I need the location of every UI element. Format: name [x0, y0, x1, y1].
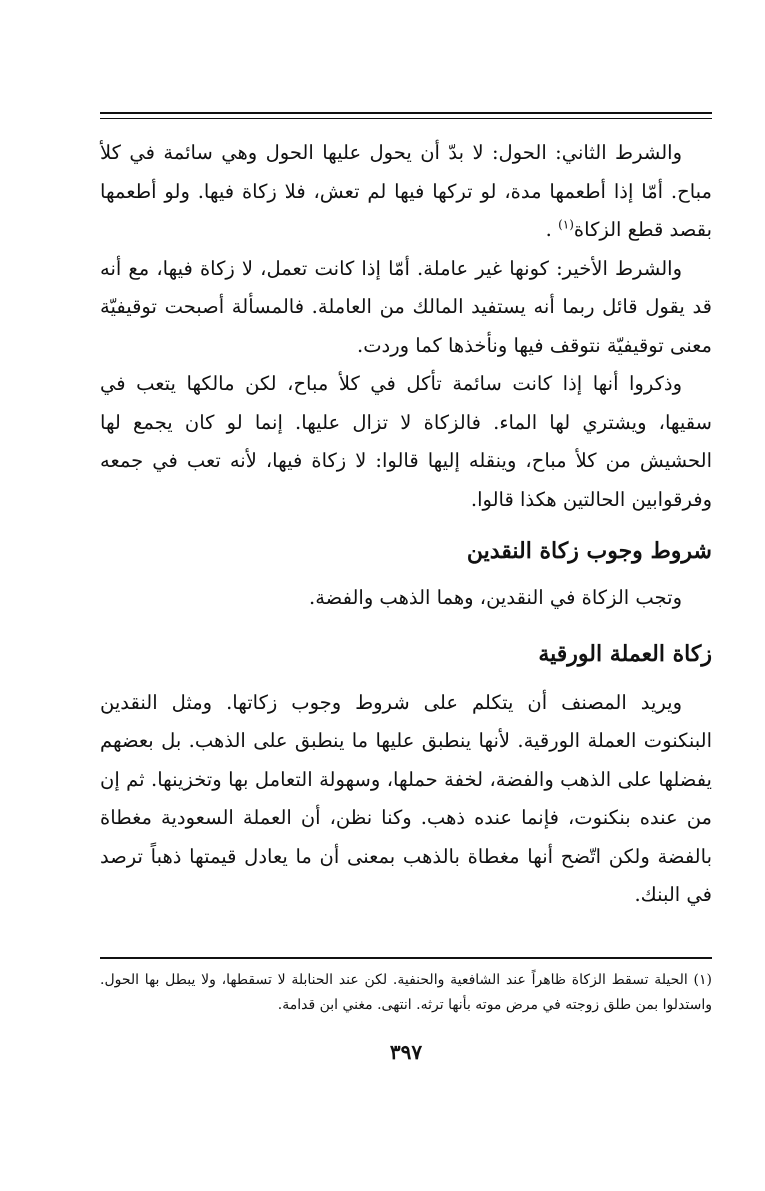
paragraph-text: والشرط الثاني: الحول: لا بدّ أن يحول عليها الحول وهي سائمة في كلأ مباح. أمّا إذا أطعمها مدة، لو تركها فيها لم تعش، فلا زكاة فيها. ولو أطعمها بقصد قطع الزكاة: [100, 141, 712, 241]
footnote-text: (١) الحيلة تسقط الزكاة ظاهراً عند الشافعية والحنفية. لكن عند الحنابلة لا تسقطها، ولا يبطل بها الحول. واستدلوا بمن طلق زوجته في مرض موته بأنها ترثه. انتهى. مغني ابن قدامة.: [100, 972, 712, 1013]
paragraph-end-mark: .: [545, 218, 552, 241]
section-heading-cash-zakat: شروط وجوب زكاة النقدين: [466, 538, 712, 564]
page-number: ٣٩٧: [389, 1040, 423, 1064]
footnote: [100, 968, 712, 1018]
paragraph-paper-currency: ويريد المصنف أن يتكلم على شروط وجوب زكاتها. ومثل النقدين البنكنوت العملة الورقية. لأنها ينطبق عليها ما ينطبق على الذهب. بل بعضهم يفضلها على الذهب والفضة، لخفة حملها، وسهولة التعامل بها وتخزينها. ثم إن من عنده بنكنوت، فإنما عنده ذهب. وكنا نظن، أن العملة السعودية مغطاة بالفضة ولكن اتّضح أنها مغطاة بالذهب بمعنى أن ما يعادل قيمتها ذهباً ترصد في البنك.: [100, 690, 712, 906]
main-text: [100, 134, 712, 915]
paragraph-second-condition: [100, 134, 712, 250]
book-page: [100, 0, 712, 1191]
section-heading-paper-currency: زكاة العملة الورقية: [538, 640, 712, 667]
paragraph-grazing-note: وذكروا أنها إذا كانت سائمة تأكل في كلأ مباح، لكن مالكها يتعب في سقيها، ويشتري لها الماء. فالزكاة لا تزال عليها. إنما لو كان يجمع لها الحشيش من كلأ مباح، وينقله إليها قالوا: لا زكاة فيها، لأنه تعب في جمعه وفرقوابين الحالتين هكذا قالوا.: [100, 372, 712, 511]
paragraph-gold-silver: وتجب الزكاة في النقدين، وهما الذهب والفضة.: [309, 586, 682, 609]
footnote-rule: [100, 957, 712, 959]
paragraph-last-condition: والشرط الأخير: كونها غير عاملة. أمّا إذا كانت تعمل، لا زكاة فيها، مع أنه قد يقول قائل ربما أنه يستفيد المالك من العاملة. فالمسألة أصبحت توقيفيّة معنى توقيفيّة نتوقف فيها ونأخذها كما وردت.: [100, 256, 712, 357]
header-rule-thin: [100, 118, 712, 119]
footnote-reference[interactable]: (١): [558, 217, 574, 232]
header-rule-thick: [100, 112, 712, 114]
